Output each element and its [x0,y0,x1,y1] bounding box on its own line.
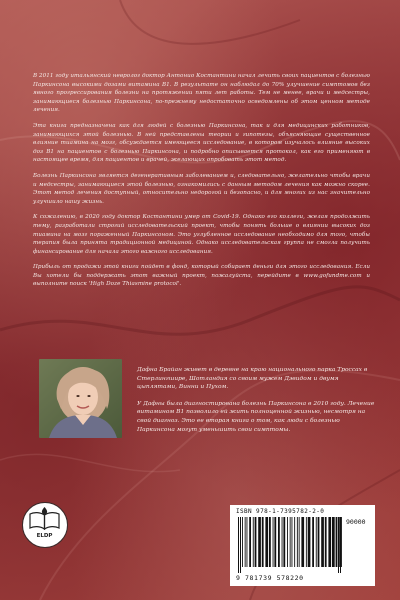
publisher-logo [22,502,68,548]
price-code: 90000 [346,518,366,526]
publisher-name: ELDP [36,533,53,539]
blurb-paragraph: Прибыль от продажи этой книги пойдет в фонд, который собирает деньги для этого исследования. Если Вы хотели бы поддержать этот важный проект, пожалуйста, перейдите в www.gofundme.com и выполните поиск 'High Doze Thiasmine protocol'. [33,264,370,288]
isbn-label: ISBN 978-1-7395782-2-0 [236,508,325,515]
author-bio-paragraph: У Дафны была диагностирована болезнь Паркинсона в 2010 году. Лечение витамином В1 позволило ей жить полноценной жизнью, несмотря на свой диагноз. Это ее вторая книга о том, как люди с болезнью Паркинсона могут уменьшить свои симптомы. [137,400,375,433]
blurb-paragraph: К сожалению, в 2020 году доктор Костантини умер от Covid-19. Однако его коллеги, желая продолжить тему, разработали строгий исследовательский проект, чтобы понять больше о влиянии высоких доз тиамина на мозг пораженный Паркинсоном. Это углубленное исследование необходимо для того, чтобы терапия была принята традиционной медициной. Однако исследовательская группа не смогла получить финансирование для начала этого важного исследования. [33,214,370,255]
barcode-bars [236,517,344,573]
author-bio [137,366,377,442]
author-bio-paragraph: Дафна Брайан живет в деревне на краю национального парка Троссах в Стерлингшире, Шотландия со своим мужем Дэвидом и двумя цыплятами, Винни и Пухом. [137,367,368,391]
author-photo [39,359,122,438]
blurb-paragraph: В 2011 году итальянский невролог доктор Антонио Костантини начал лечить своих пациентов с болезнью Паркинсона высокими дозами витамина В1. В результате он наблюдал до 70% улучшение симптомов без явного прогрессирования болезни на протяжении пяти лет работы. Тем не менее, врачи и медсестры, занимающиеся болезнью Паркинсона, по-прежнему недостаточно осведомлены об этом ценном методе лечения. [33,73,370,114]
blurb-paragraph: Болезнь Паркинсона является дегенеративным заболеванием и, следовательно, желательно чтобы врачи и медсестры, занимающиеся этой болезнью, ознакомились с данным методом лечения как можно скорее. Этот метод лечения доступный, относительно недорогой и безопасно, и для многих из нас значительно улучшило нашу жизнь. [33,172,370,205]
isbn-barcode [230,505,375,586]
blurb-paragraph: Эта книга предназначена как для людей с болезнью Паркинсона, так и для медицинских работников, занимающихся этой болезнью. В ней представлены теории и гипотезы, объясняющие существенное влияние тиамина на мозг, обсуждается имеющееся исследование, в котором изучалось влияние высоких доз В1 на пациентов с болезнью Паркинсона, и подробно описывается протокол, как его применяют в настоящее время, для пациентов и врачей, желающих опробовать этот метод. [33,122,370,164]
back-cover-blurb [33,72,370,296]
barcode-digits: 9 781739 578220 [236,574,304,582]
open-book-icon [23,503,66,533]
